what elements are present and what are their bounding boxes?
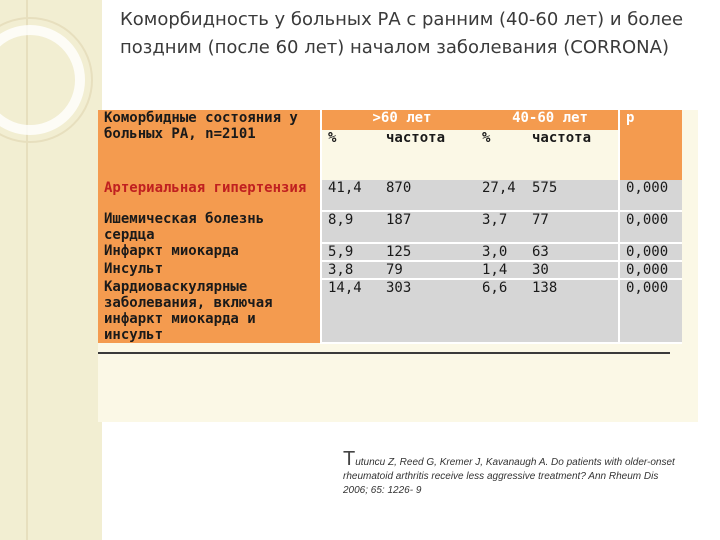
row-pct-over60: 8,9	[321, 211, 380, 243]
row-freq-40-60: 30	[526, 261, 619, 279]
table-row	[98, 279, 682, 343]
row-p-value: 0,000	[619, 243, 682, 261]
row-condition: Ишемическая болезнь сердца	[98, 211, 321, 243]
row-pct-40-60: 1,4	[476, 261, 526, 279]
pct-over60-header: %	[321, 130, 380, 180]
citation	[343, 448, 683, 498]
row-freq-over60: 870	[380, 180, 476, 211]
table-row	[98, 261, 682, 279]
freq-over60-header: частота	[380, 130, 476, 180]
group-over60-header: >60 лет	[321, 110, 476, 130]
pct-40-60-header: %	[476, 130, 526, 180]
row-pct-40-60: 27,4	[476, 180, 526, 211]
p-header: p	[619, 110, 682, 180]
row-condition: Кардиоваскулярные заболевания, включая инфаркт миокарда и инсульт	[98, 279, 321, 343]
citation-text: utuncu Z, Reed G, Kremer J, Kavanaugh A. Do patients with older-onset rheumatoid arthritis receive less aggressive treatment? Ann Rheum Dis 2006; 65: 1226- 9	[343, 457, 675, 496]
row-freq-40-60: 575	[526, 180, 619, 211]
group-40-60-header: 40-60 лет	[476, 110, 619, 130]
comorbidity-table	[98, 110, 682, 344]
row-freq-over60: 79	[380, 261, 476, 279]
row-pct-over60: 14,4	[321, 279, 380, 343]
row-pct-over60: 3,8	[321, 261, 380, 279]
row-condition: Артериальная гипертензия	[98, 180, 321, 211]
row-condition: Инсульт	[98, 261, 321, 279]
row-freq-40-60: 63	[526, 243, 619, 261]
row-freq-over60: 125	[380, 243, 476, 261]
table-row	[98, 211, 682, 243]
row-pct-over60: 41,4	[321, 180, 380, 211]
citation-initial: T	[343, 448, 356, 470]
row-freq-over60: 303	[380, 279, 476, 343]
row-condition: Инфаркт миокарда	[98, 243, 321, 261]
row-pct-40-60: 6,6	[476, 279, 526, 343]
row-p-value: 0,000	[619, 180, 682, 211]
row-freq-40-60: 77	[526, 211, 619, 243]
table-bottom-rule	[98, 352, 670, 354]
row-pct-over60: 5,9	[321, 243, 380, 261]
slide-title: Коморбидность у больных РА с ранним (40-60 лет) и более поздним (после 60 лет) началом заболевания (CORRONA)	[120, 9, 684, 58]
freq-40-60-header: частота	[526, 130, 619, 180]
row-pct-40-60: 3,0	[476, 243, 526, 261]
row-p-value: 0,000	[619, 261, 682, 279]
row-p-value: 0,000	[619, 211, 682, 243]
table-row	[98, 180, 682, 211]
decorative-ring	[0, 0, 100, 160]
row-pct-40-60: 3,7	[476, 211, 526, 243]
row-p-value: 0,000	[619, 279, 682, 343]
row-freq-over60: 187	[380, 211, 476, 243]
condition-header: Коморбидные состояния у больных РА, n=2101	[98, 110, 321, 180]
table-row	[98, 243, 682, 261]
row-freq-40-60: 138	[526, 279, 619, 343]
